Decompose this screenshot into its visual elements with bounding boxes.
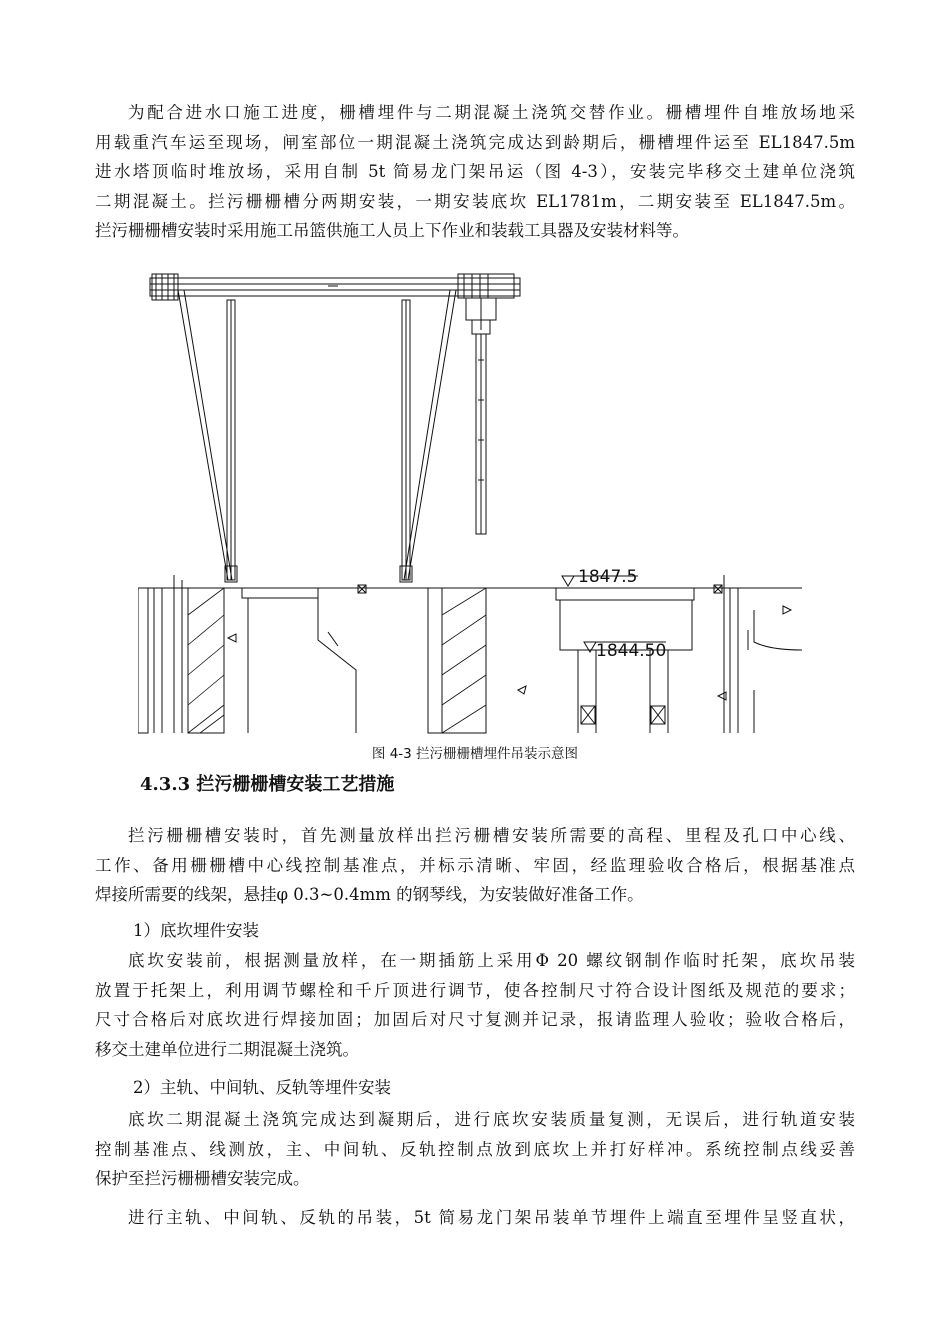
text-line: 二期混凝土。拦污栅栅槽分两期安装，一期安装底坎 EL1781m，二期安装至 EL1847.5m。	[95, 191, 855, 211]
text-line: 用载重汽车运至现场，闸室部位一期混凝土浇筑完成达到龄期后，栅槽埋件运至 EL1847.5m	[95, 132, 855, 152]
text-line: 底坎二期混凝土浇筑完成达到凝期后，进行底坎安装质量复测，无误后，进行轨道安装	[128, 1110, 855, 1129]
elevation-label-mid: 1844.50	[596, 641, 667, 661]
paragraph-survey	[95, 821, 855, 910]
text-line: 放置于托架上，利用调节螺栓和千斤顶进行调节，使各控制尺寸符合设计图纸及规范的要求；	[95, 980, 855, 1000]
middle-wall	[428, 588, 486, 733]
subsection-title-sill: 1）底坎埋件安装	[133, 921, 259, 940]
paragraph-sill	[95, 946, 855, 1064]
right-brace	[408, 290, 456, 580]
paragraph-hoisting	[95, 1203, 855, 1233]
text-line: 拦污栅栅槽安装时采用施工吊篮供施工人员上下作业和装载工具器及安装材料等。	[95, 221, 689, 241]
text-line: 工作、备用栅栅槽中心线控制基准点，并标示清晰、牢固，经监理验收合格后，根据基准点	[95, 855, 855, 875]
section-heading: 4.3.3 拦污栅栅槽安装工艺措施	[140, 774, 395, 795]
intro-paragraph	[95, 98, 855, 246]
paragraph-rails	[95, 1105, 855, 1194]
text-line: 尺寸合格后对底坎进行焊接加固；加固后对尺寸复测并记录，报请监理人验收；验收合格后，	[95, 1010, 855, 1030]
subsection-title-rails: 2）主轨、中间轨、反轨等埋件安装	[133, 1078, 391, 1097]
text-line: 底坎安装前，根据测量放样，在一期插筋上采用Φ 20 螺纹钢制作临时托架，底坎吊装	[128, 951, 855, 970]
text-line: 为配合进水口施工进度，栅槽埋件与二期混凝土浇筑交替作业。栅槽埋件自堆放场地采	[128, 103, 855, 122]
gantry-crane-drawing	[138, 270, 802, 735]
text-line: 移交土建单位进行二期混凝土浇筑。	[95, 1039, 359, 1059]
text-line: 焊接所需要的线架，悬挂φ 0.3~0.4mm 的钢琴线，为安装做好准备工作。	[95, 885, 644, 905]
left-brace	[178, 290, 228, 580]
text-line: 控制基准点、线测放，主、中间轨、反轨控制点放到底坎上并打好样冲。系统控制点线妥善	[95, 1139, 855, 1159]
text-line: 进水塔顶临时堆放场，采用自制 5t 简易龙门架吊运（图 4-3），安装完毕移交土建单位浇筑	[95, 162, 855, 182]
text-line: 拦污栅栅槽安装时，首先测量放样出拦污栅槽安装所需要的高程、里程及孔口中心线、	[128, 826, 855, 845]
figure-caption: 图 4-3 拦污栅栅槽埋件吊装示意图	[371, 746, 579, 762]
text-line: 保护至拦污栅栅槽安装完成。	[95, 1169, 310, 1189]
text-line: 进行主轨、中间轨、反轨的吊装，5t 简易龙门架吊装单节埋件上端直至埋件呈竖直状，	[128, 1208, 855, 1227]
elevation-label-top: 1847.5	[578, 567, 638, 587]
